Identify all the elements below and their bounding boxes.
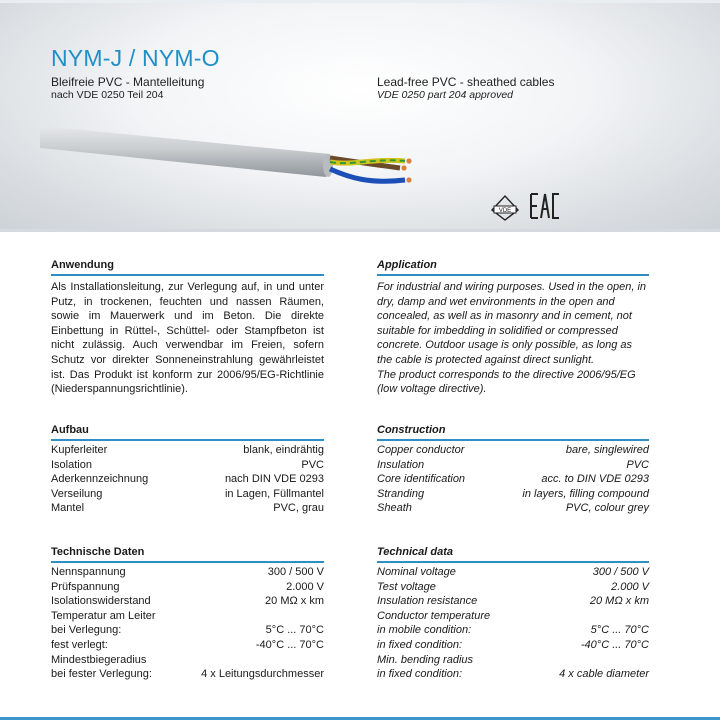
technical-rows-en — [377, 565, 649, 682]
spec-row — [51, 580, 324, 595]
spec-label: Temperatur am Leiter — [51, 609, 156, 622]
cable-image — [0, 106, 460, 201]
spec-row — [377, 565, 649, 580]
construction-heading-en: Construction — [377, 424, 446, 436]
spec-value: 5°C ... 70°C — [590, 624, 649, 637]
spec-label: in fixed condition: — [377, 668, 462, 681]
spec-label: Conductor temperature — [377, 609, 491, 622]
spec-row — [51, 609, 324, 624]
spec-label: Aderkennzeichnung — [51, 473, 149, 486]
spec-value: 20 MΩ x km — [589, 595, 649, 608]
spec-label: Prüfspannung — [51, 580, 120, 593]
spec-value: acc. to DIN VDE 0293 — [541, 473, 649, 486]
spec-row — [51, 667, 324, 682]
technical-section-de — [51, 545, 324, 682]
spec-label: Core identification — [377, 473, 466, 486]
section-divider — [377, 439, 649, 441]
technical-rows-de — [51, 565, 324, 682]
subtitle-de: Bleifreie PVC - Mantelleitung — [51, 75, 205, 89]
spec-row — [51, 623, 324, 638]
technical-heading-de: Technische Daten — [51, 546, 145, 558]
spec-label: Insulation resistance — [377, 595, 478, 608]
spec-value: 2.000 V — [286, 580, 324, 593]
spec-row — [51, 458, 324, 473]
spec-label: Copper conductor — [377, 444, 465, 456]
spec-value: 300 / 500 V — [267, 566, 324, 578]
spec-label: Stranding — [377, 487, 425, 500]
spec-label: Isolationswiderstand — [51, 595, 151, 608]
approval-marks — [489, 189, 569, 223]
eac-mark-icon — [531, 194, 559, 218]
section-divider — [51, 274, 324, 276]
application-text-en: For industrial and wiring purposes. Used in the open, in dry, damp and wet environments in the open and concealed, as well as in masonry and in cement, not suitable for imbedding in solidified or compressed concrete. Outdoor usage is only possible, as long as the cable is protected against direct sunlight. — [377, 281, 647, 366]
construction-rows-en — [377, 443, 649, 516]
spec-value: 4 x cable diameter — [559, 668, 649, 681]
spec-row — [51, 594, 324, 609]
technical-heading-en: Technical data — [377, 546, 454, 558]
spec-row — [377, 472, 649, 487]
spec-value: in Lagen, Füllmantel — [224, 487, 324, 500]
spec-label: Insulation — [377, 458, 425, 471]
header-banner — [0, 3, 720, 230]
spec-label: Mantel — [51, 502, 85, 515]
norm-en: VDE 0250 part 204 approved — [377, 89, 514, 101]
spec-label: Min. bending radius — [377, 653, 474, 666]
spec-row — [51, 638, 324, 653]
spec-value: PVC — [301, 458, 324, 471]
spec-row — [377, 487, 649, 502]
svg-text:VDE: VDE — [498, 208, 512, 214]
spec-row — [377, 623, 649, 638]
spec-value: PVC — [626, 458, 649, 471]
header-bottom-band — [0, 229, 720, 232]
spec-label: fest verlegt: — [51, 638, 108, 651]
spec-label: Sheath — [377, 502, 412, 515]
construction-heading-de: Aufbau — [51, 424, 89, 436]
section-divider — [51, 439, 324, 441]
technical-section-en — [377, 545, 649, 682]
application-heading-en: Application — [377, 259, 437, 271]
spec-value: 300 / 500 V — [592, 566, 649, 578]
product-title: NYM-J / NYM-O — [51, 45, 220, 71]
spec-value: -40°C ... 70°C — [255, 638, 324, 651]
spec-row — [51, 565, 324, 580]
spec-row — [377, 443, 649, 458]
application-text-en-directive: The product corresponds to the directive 2006/95/EG (low voltage directive). — [377, 368, 636, 396]
spec-row — [377, 609, 649, 624]
construction-section-de — [51, 423, 324, 516]
spec-label: Verseilung — [51, 487, 103, 500]
spec-value: nach DIN VDE 0293 — [224, 473, 324, 486]
spec-row — [51, 501, 324, 516]
subtitle-en: Lead-free PVC - sheathed cables — [377, 75, 555, 89]
section-divider — [377, 561, 649, 563]
spec-row — [377, 638, 649, 653]
vde-mark-icon — [492, 196, 518, 220]
spec-label: bei Verlegung: — [51, 624, 122, 637]
spec-row — [377, 580, 649, 595]
spec-value: -40°C ... 70°C — [580, 638, 649, 651]
spec-label: bei fester Verlegung: — [51, 668, 152, 681]
spec-row — [51, 443, 324, 458]
spec-row — [377, 501, 649, 516]
spec-label: Kupferleiter — [51, 444, 108, 456]
application-text-de: Als Installationsleitung, zur Verlegung auf, in und unter Putz, in trockenen, feuchten und nassen Räumen, sowie im Mauerwerk und im Beton. Die direkte Einbettung in Rüttel-, Schüttel- oder Stampfbeton ist nicht zulässig. Auch verwendbar im Freien, sofern Schutz vor direkter Sonneneinstrahlung gewährleistet ist. Das Produkt ist konform zur 2006/95/EG-Richtlinie (Niederspannungsrichtlinie). — [51, 281, 324, 396]
spec-row — [51, 472, 324, 487]
spec-value: bare, singlewired — [565, 444, 649, 456]
spec-label: in fixed condition: — [377, 638, 462, 651]
spec-row — [51, 653, 324, 668]
spec-label: Isolation — [51, 458, 92, 471]
spec-value: 5°C ... 70°C — [265, 624, 324, 637]
construction-section-en — [377, 423, 649, 516]
section-divider — [377, 274, 649, 276]
application-section-de — [51, 258, 324, 397]
construction-rows-de — [51, 443, 324, 516]
spec-value: PVC, grau — [273, 502, 324, 515]
spec-row — [377, 458, 649, 473]
spec-value: 20 MΩ x km — [265, 595, 324, 608]
spec-value: in layers, filling compound — [522, 487, 649, 500]
application-section-en — [377, 258, 649, 397]
spec-label: Mindestbiegeradius — [51, 653, 147, 666]
spec-label: Nennspannung — [51, 566, 126, 578]
spec-value: PVC, colour grey — [565, 502, 649, 515]
norm-de: nach VDE 0250 Teil 204 — [51, 89, 164, 101]
spec-label: in mobile condition: — [377, 624, 472, 637]
spec-label: Test voltage — [377, 580, 436, 593]
spec-row — [51, 487, 324, 502]
section-divider — [51, 561, 324, 563]
spec-row — [377, 653, 649, 668]
spec-value: blank, eindrähtig — [243, 444, 324, 456]
spec-label: Nominal voltage — [377, 566, 456, 578]
application-heading-de: Anwendung — [51, 259, 114, 271]
spec-row — [377, 594, 649, 609]
spec-value: 2.000 V — [611, 580, 649, 593]
spec-row — [377, 667, 649, 682]
spec-value: 4 x Leitungsdurchmesser — [201, 668, 324, 681]
